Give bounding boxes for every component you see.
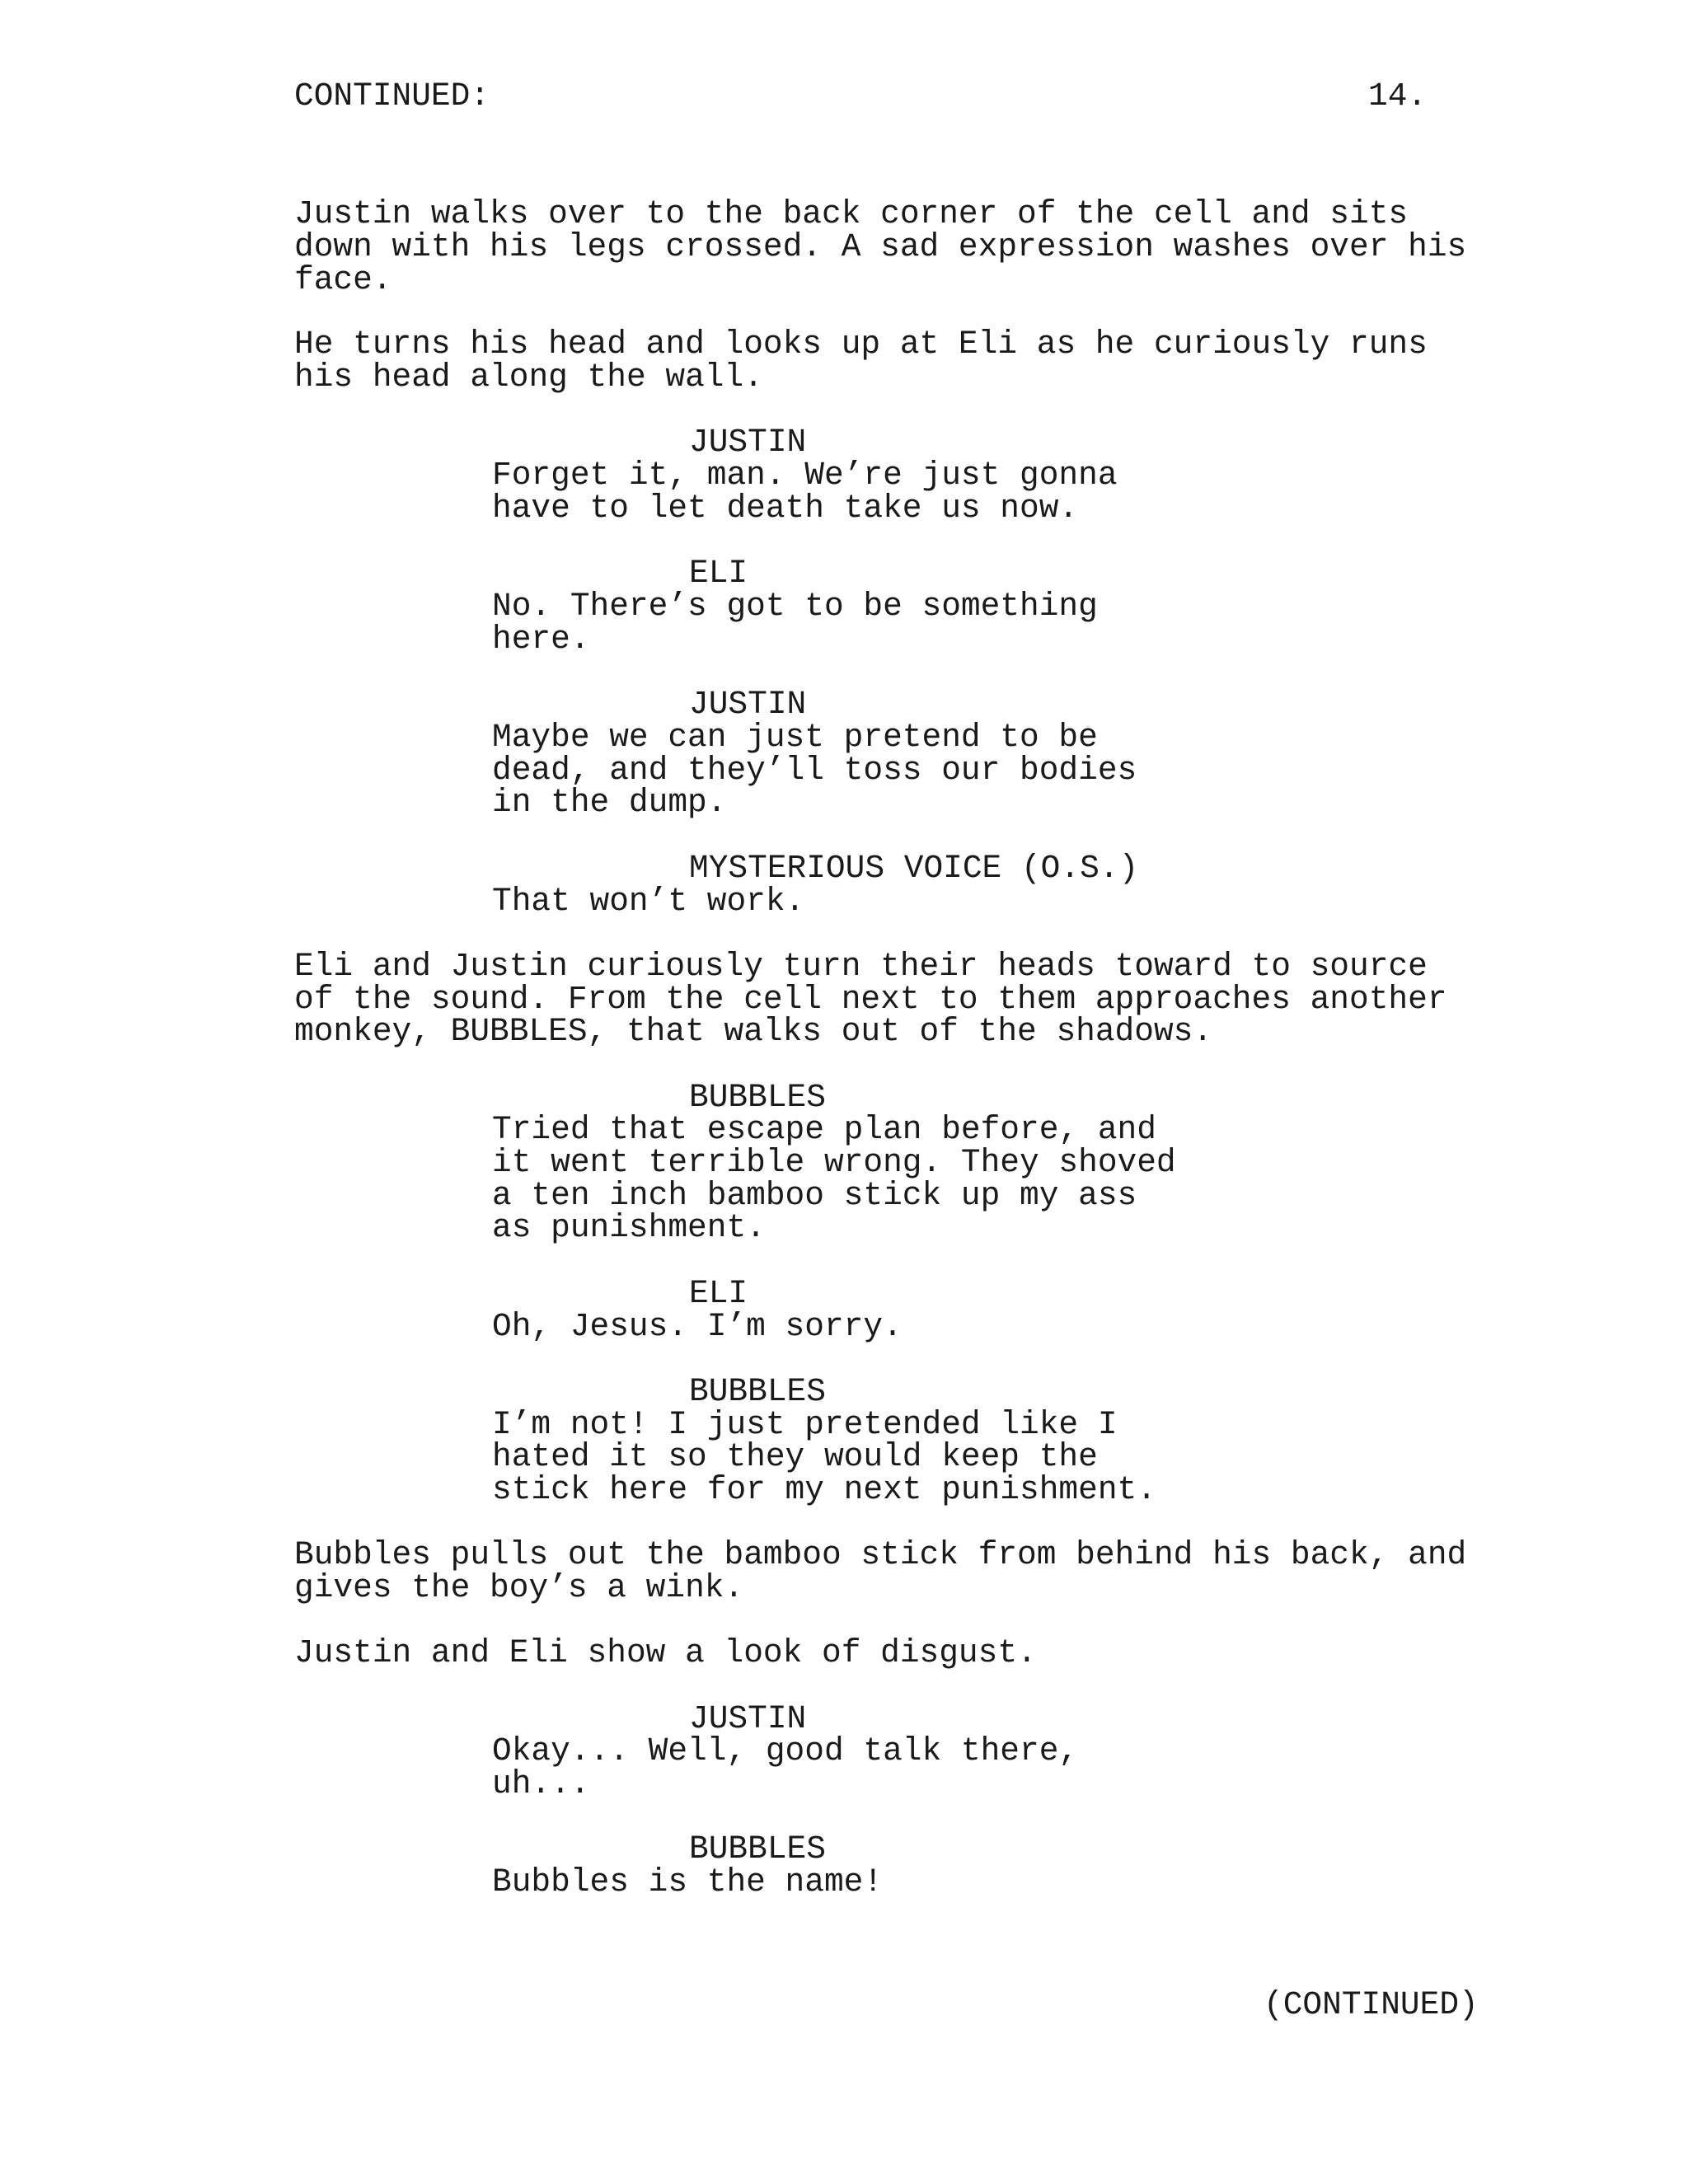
- character-name: JUSTIN: [689, 1700, 807, 1737]
- dialogue-line: as punishment.: [492, 1209, 766, 1246]
- dialogue-line: have to let death take us now.: [492, 490, 1079, 527]
- dialogue-line: Oh, Jesus. I’m sorry.: [492, 1308, 903, 1345]
- character-name: BUBBLES: [689, 1373, 826, 1410]
- dialogue-line: Okay... Well, good talk there,: [492, 1732, 1079, 1769]
- character-name: JUSTIN: [689, 424, 807, 461]
- dialogue-line: Forget it, man. We’re just gonna: [492, 457, 1118, 494]
- action-line: down with his legs crossed. A sad expression washes over his: [294, 228, 1467, 265]
- character-name: ELI: [689, 555, 748, 592]
- action-line: Bubbles pulls out the bamboo stick from behind his back, and: [294, 1536, 1467, 1573]
- action-line: Eli and Justin curiously turn their heads toward to source: [294, 948, 1428, 985]
- continued-footer: (CONTINUED): [1264, 1986, 1479, 2023]
- dialogue-line: That won’t work.: [492, 883, 805, 920]
- action-line: gives the boy’s a wink.: [294, 1569, 744, 1606]
- dialogue-line: a ten inch bamboo stick up my ass: [492, 1177, 1137, 1214]
- action-line: face.: [294, 261, 392, 298]
- dialogue-line: No. There’s got to be something: [492, 588, 1098, 625]
- character-name: JUSTIN: [689, 686, 807, 723]
- dialogue-line: dead, and they’ll toss our bodies: [492, 752, 1137, 789]
- dialogue-line: it went terrible wrong. They shoved: [492, 1144, 1176, 1181]
- dialogue-line: hated it so they would keep the: [492, 1438, 1098, 1475]
- action-line: his head along the wall.: [294, 359, 763, 396]
- character-name: ELI: [689, 1275, 748, 1312]
- dialogue-line: stick here for my next punishment.: [492, 1471, 1156, 1508]
- action-line: of the sound. From the cell next to them approaches another: [294, 981, 1447, 1018]
- dialogue-line: Maybe we can just pretend to be: [492, 719, 1098, 756]
- action-line: He turns his head and looks up at Eli as he curiously runs: [294, 326, 1428, 363]
- continued-header: CONTINUED:: [294, 77, 490, 115]
- action-line: monkey, BUBBLES, that walks out of the shadows.: [294, 1013, 1213, 1050]
- action-line: Justin and Eli show a look of disgust.: [294, 1634, 1037, 1671]
- dialogue-line: Bubbles is the name!: [492, 1863, 884, 1900]
- dialogue-line: here.: [492, 621, 590, 658]
- dialogue-line: uh...: [492, 1765, 590, 1802]
- dialogue-line: Tried that escape plan before, and: [492, 1111, 1156, 1148]
- dialogue-line: in the dump.: [492, 784, 727, 821]
- character-name: BUBBLES: [689, 1079, 826, 1116]
- action-line: Justin walks over to the back corner of the cell and sits: [294, 195, 1409, 232]
- page-number: 14.: [1368, 77, 1428, 115]
- character-name: BUBBLES: [689, 1830, 826, 1868]
- dialogue-line: I’m not! I just pretended like I: [492, 1406, 1118, 1443]
- character-name: MYSTERIOUS VOICE (O.S.): [689, 850, 1139, 887]
